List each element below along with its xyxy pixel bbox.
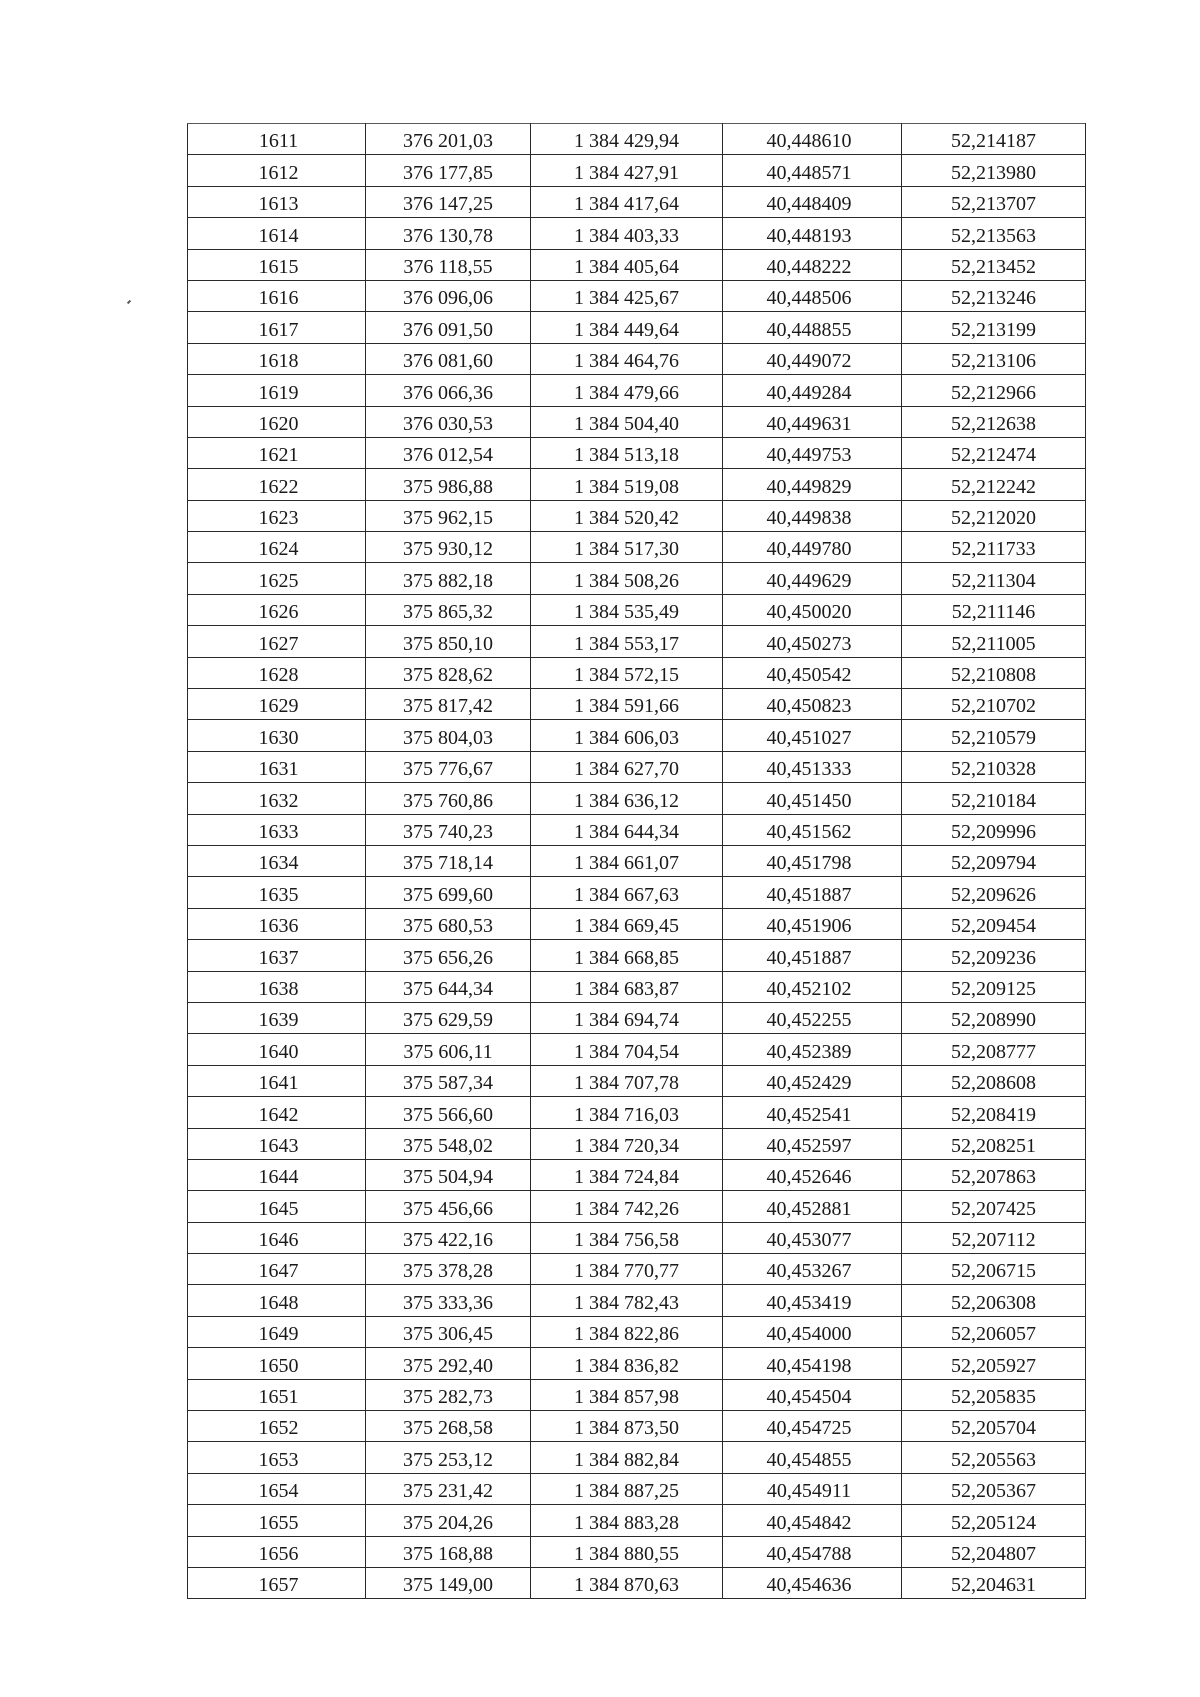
point-number-cell: 1615 [188,249,366,280]
latitude-cell: 40,452389 [723,1034,902,1065]
y-coordinate-cell: 1 384 870,63 [531,1567,723,1598]
x-coordinate-cell: 376 177,85 [366,155,531,186]
longitude-cell: 52,207863 [902,1159,1086,1190]
y-coordinate-cell: 1 384 720,34 [531,1128,723,1159]
latitude-cell: 40,448610 [723,124,902,155]
point-number-cell: 1637 [188,940,366,971]
table-row [188,1034,1086,1065]
latitude-cell: 40,452255 [723,1002,902,1033]
longitude-cell: 52,211146 [902,594,1086,625]
y-coordinate-cell: 1 384 636,12 [531,783,723,814]
x-coordinate-cell: 375 282,73 [366,1379,531,1410]
longitude-cell: 52,212020 [902,500,1086,531]
latitude-cell: 40,454636 [723,1567,902,1598]
longitude-cell: 52,213563 [902,218,1086,249]
longitude-cell: 52,211733 [902,532,1086,563]
y-coordinate-cell: 1 384 770,77 [531,1254,723,1285]
longitude-cell: 52,206057 [902,1316,1086,1347]
point-number-cell: 1656 [188,1536,366,1567]
latitude-cell: 40,449629 [723,563,902,594]
y-coordinate-cell: 1 384 504,40 [531,406,723,437]
point-number-cell: 1646 [188,1222,366,1253]
table-row [188,1411,1086,1442]
point-number-cell: 1652 [188,1411,366,1442]
latitude-cell: 40,448571 [723,155,902,186]
table-row [188,751,1086,782]
table-row [188,437,1086,468]
x-coordinate-cell: 375 306,45 [366,1316,531,1347]
latitude-cell: 40,451887 [723,877,902,908]
latitude-cell: 40,448409 [723,186,902,217]
longitude-cell: 52,206715 [902,1254,1086,1285]
latitude-cell: 40,454842 [723,1505,902,1536]
table-row [188,124,1086,155]
point-number-cell: 1638 [188,971,366,1002]
latitude-cell: 40,454788 [723,1536,902,1567]
y-coordinate-cell: 1 384 425,67 [531,280,723,311]
point-number-cell: 1614 [188,218,366,249]
point-number-cell: 1633 [188,814,366,845]
point-number-cell: 1644 [188,1159,366,1190]
x-coordinate-cell: 375 606,11 [366,1034,531,1065]
table-row [188,814,1086,845]
longitude-cell: 52,213707 [902,186,1086,217]
table-row [188,563,1086,594]
y-coordinate-cell: 1 384 405,64 [531,249,723,280]
table-row [188,1505,1086,1536]
table-row [188,626,1086,657]
point-number-cell: 1624 [188,532,366,563]
y-coordinate-cell: 1 384 887,25 [531,1473,723,1504]
x-coordinate-cell: 375 656,26 [366,940,531,971]
latitude-cell: 40,454000 [723,1316,902,1347]
latitude-cell: 40,451562 [723,814,902,845]
x-coordinate-cell: 375 644,34 [366,971,531,1002]
x-coordinate-cell: 375 422,16 [366,1222,531,1253]
table-row [188,877,1086,908]
table-row [188,720,1086,751]
y-coordinate-cell: 1 384 857,98 [531,1379,723,1410]
x-coordinate-cell: 375 828,62 [366,657,531,688]
point-number-cell: 1653 [188,1442,366,1473]
point-number-cell: 1632 [188,783,366,814]
y-coordinate-cell: 1 384 627,70 [531,751,723,782]
x-coordinate-cell: 375 629,59 [366,1002,531,1033]
point-number-cell: 1613 [188,186,366,217]
longitude-cell: 52,212638 [902,406,1086,437]
latitude-cell: 40,454855 [723,1442,902,1473]
point-number-cell: 1619 [188,375,366,406]
x-coordinate-cell: 376 091,50 [366,312,531,343]
x-coordinate-cell: 375 378,28 [366,1254,531,1285]
table-row [188,375,1086,406]
latitude-cell: 40,454911 [723,1473,902,1504]
point-number-cell: 1654 [188,1473,366,1504]
point-number-cell: 1621 [188,437,366,468]
longitude-cell: 52,204807 [902,1536,1086,1567]
x-coordinate-cell: 375 268,58 [366,1411,531,1442]
latitude-cell: 40,451450 [723,783,902,814]
table-row [188,280,1086,311]
y-coordinate-cell: 1 384 591,66 [531,689,723,720]
x-coordinate-cell: 375 253,12 [366,1442,531,1473]
x-coordinate-cell: 376 012,54 [366,437,531,468]
point-number-cell: 1625 [188,563,366,594]
latitude-cell: 40,451906 [723,908,902,939]
y-coordinate-cell: 1 384 873,50 [531,1411,723,1442]
longitude-cell: 52,214187 [902,124,1086,155]
longitude-cell: 52,205927 [902,1348,1086,1379]
longitude-cell: 52,213106 [902,343,1086,374]
x-coordinate-cell: 376 030,53 [366,406,531,437]
point-number-cell: 1622 [188,469,366,500]
longitude-cell: 52,208251 [902,1128,1086,1159]
y-coordinate-cell: 1 384 756,58 [531,1222,723,1253]
x-coordinate-cell: 375 850,10 [366,626,531,657]
latitude-cell: 40,450273 [723,626,902,657]
x-coordinate-cell: 375 587,34 [366,1065,531,1096]
y-coordinate-cell: 1 384 724,84 [531,1159,723,1190]
table-row [188,594,1086,625]
y-coordinate-cell: 1 384 882,84 [531,1442,723,1473]
x-coordinate-cell: 375 760,86 [366,783,531,814]
longitude-cell: 52,208990 [902,1002,1086,1033]
table-row [188,1285,1086,1316]
x-coordinate-cell: 375 699,60 [366,877,531,908]
x-coordinate-cell: 375 930,12 [366,532,531,563]
longitude-cell: 52,209794 [902,845,1086,876]
table-row [188,249,1086,280]
latitude-cell: 40,449072 [723,343,902,374]
latitude-cell: 40,452597 [723,1128,902,1159]
latitude-cell: 40,449284 [723,375,902,406]
longitude-cell: 52,209996 [902,814,1086,845]
y-coordinate-cell: 1 384 508,26 [531,563,723,594]
y-coordinate-cell: 1 384 742,26 [531,1191,723,1222]
x-coordinate-cell: 375 204,26 [366,1505,531,1536]
table-row [188,1065,1086,1096]
y-coordinate-cell: 1 384 427,91 [531,155,723,186]
table-row [188,689,1086,720]
table-row [188,1097,1086,1128]
y-coordinate-cell: 1 384 822,86 [531,1316,723,1347]
y-coordinate-cell: 1 384 479,66 [531,375,723,406]
y-coordinate-cell: 1 384 782,43 [531,1285,723,1316]
table-row [188,1348,1086,1379]
y-coordinate-cell: 1 384 880,55 [531,1536,723,1567]
x-coordinate-cell: 375 504,94 [366,1159,531,1190]
point-number-cell: 1650 [188,1348,366,1379]
table-row [188,1473,1086,1504]
longitude-cell: 52,210808 [902,657,1086,688]
latitude-cell: 40,453077 [723,1222,902,1253]
x-coordinate-cell: 375 168,88 [366,1536,531,1567]
y-coordinate-cell: 1 384 520,42 [531,500,723,531]
x-coordinate-cell: 375 292,40 [366,1348,531,1379]
y-coordinate-cell: 1 384 535,49 [531,594,723,625]
longitude-cell: 52,211005 [902,626,1086,657]
x-coordinate-cell: 375 718,14 [366,845,531,876]
x-coordinate-cell: 375 333,36 [366,1285,531,1316]
point-number-cell: 1634 [188,845,366,876]
point-number-cell: 1641 [188,1065,366,1096]
longitude-cell: 52,207112 [902,1222,1086,1253]
longitude-cell: 52,210184 [902,783,1086,814]
y-coordinate-cell: 1 384 883,28 [531,1505,723,1536]
y-coordinate-cell: 1 384 704,54 [531,1034,723,1065]
table-row [188,1159,1086,1190]
y-coordinate-cell: 1 384 517,30 [531,532,723,563]
table-row [188,845,1086,876]
longitude-cell: 52,208608 [902,1065,1086,1096]
coordinates-table-body [188,124,1086,1599]
y-coordinate-cell: 1 384 464,76 [531,343,723,374]
point-number-cell: 1627 [188,626,366,657]
x-coordinate-cell: 375 680,53 [366,908,531,939]
longitude-cell: 52,210579 [902,720,1086,751]
x-coordinate-cell: 376 130,78 [366,218,531,249]
longitude-cell: 52,210328 [902,751,1086,782]
point-number-cell: 1630 [188,720,366,751]
latitude-cell: 40,449780 [723,532,902,563]
point-number-cell: 1657 [188,1567,366,1598]
latitude-cell: 40,450823 [723,689,902,720]
latitude-cell: 40,452646 [723,1159,902,1190]
point-number-cell: 1611 [188,124,366,155]
point-number-cell: 1612 [188,155,366,186]
point-number-cell: 1648 [188,1285,366,1316]
coordinates-table [187,123,1086,1599]
latitude-cell: 40,448193 [723,218,902,249]
y-coordinate-cell: 1 384 668,85 [531,940,723,971]
y-coordinate-cell: 1 384 403,33 [531,218,723,249]
table-row [188,155,1086,186]
latitude-cell: 40,449838 [723,500,902,531]
table-row [188,312,1086,343]
latitude-cell: 40,449631 [723,406,902,437]
point-number-cell: 1647 [188,1254,366,1285]
point-number-cell: 1640 [188,1034,366,1065]
x-coordinate-cell: 375 548,02 [366,1128,531,1159]
y-coordinate-cell: 1 384 429,94 [531,124,723,155]
longitude-cell: 52,209626 [902,877,1086,908]
table-row [188,469,1086,500]
latitude-cell: 40,452541 [723,1097,902,1128]
longitude-cell: 52,213199 [902,312,1086,343]
table-row [188,1442,1086,1473]
y-coordinate-cell: 1 384 716,03 [531,1097,723,1128]
x-coordinate-cell: 376 066,36 [366,375,531,406]
x-coordinate-cell: 375 804,03 [366,720,531,751]
table-row [188,657,1086,688]
longitude-cell: 52,213452 [902,249,1086,280]
x-coordinate-cell: 376 096,06 [366,280,531,311]
stray-pen-mark [127,300,131,304]
latitude-cell: 40,450020 [723,594,902,625]
latitude-cell: 40,448222 [723,249,902,280]
x-coordinate-cell: 376 081,60 [366,343,531,374]
y-coordinate-cell: 1 384 707,78 [531,1065,723,1096]
y-coordinate-cell: 1 384 572,15 [531,657,723,688]
longitude-cell: 52,206308 [902,1285,1086,1316]
table-row [188,218,1086,249]
x-coordinate-cell: 375 740,23 [366,814,531,845]
longitude-cell: 52,208777 [902,1034,1086,1065]
latitude-cell: 40,452429 [723,1065,902,1096]
y-coordinate-cell: 1 384 417,64 [531,186,723,217]
table-row [188,1254,1086,1285]
latitude-cell: 40,454504 [723,1379,902,1410]
x-coordinate-cell: 375 456,66 [366,1191,531,1222]
latitude-cell: 40,452881 [723,1191,902,1222]
point-number-cell: 1620 [188,406,366,437]
x-coordinate-cell: 375 231,42 [366,1473,531,1504]
longitude-cell: 52,212474 [902,437,1086,468]
latitude-cell: 40,449829 [723,469,902,500]
longitude-cell: 52,212242 [902,469,1086,500]
y-coordinate-cell: 1 384 513,18 [531,437,723,468]
latitude-cell: 40,451027 [723,720,902,751]
longitude-cell: 52,213980 [902,155,1086,186]
table-row [188,500,1086,531]
point-number-cell: 1628 [188,657,366,688]
longitude-cell: 52,209454 [902,908,1086,939]
latitude-cell: 40,448855 [723,312,902,343]
latitude-cell: 40,449753 [723,437,902,468]
point-number-cell: 1616 [188,280,366,311]
x-coordinate-cell: 376 201,03 [366,124,531,155]
latitude-cell: 40,454725 [723,1411,902,1442]
table-row [188,783,1086,814]
x-coordinate-cell: 375 882,18 [366,563,531,594]
point-number-cell: 1639 [188,1002,366,1033]
y-coordinate-cell: 1 384 694,74 [531,1002,723,1033]
point-number-cell: 1643 [188,1128,366,1159]
point-number-cell: 1618 [188,343,366,374]
table-row [188,1536,1086,1567]
x-coordinate-cell: 376 118,55 [366,249,531,280]
point-number-cell: 1631 [188,751,366,782]
point-number-cell: 1635 [188,877,366,908]
table-row [188,971,1086,1002]
longitude-cell: 52,212966 [902,375,1086,406]
table-row [188,1567,1086,1598]
table-row [188,186,1086,217]
table-row [188,1222,1086,1253]
y-coordinate-cell: 1 384 661,07 [531,845,723,876]
longitude-cell: 52,207425 [902,1191,1086,1222]
point-number-cell: 1649 [188,1316,366,1347]
latitude-cell: 40,453419 [723,1285,902,1316]
y-coordinate-cell: 1 384 669,45 [531,908,723,939]
longitude-cell: 52,209125 [902,971,1086,1002]
latitude-cell: 40,451887 [723,940,902,971]
point-number-cell: 1655 [188,1505,366,1536]
y-coordinate-cell: 1 384 644,34 [531,814,723,845]
latitude-cell: 40,448506 [723,280,902,311]
longitude-cell: 52,205835 [902,1379,1086,1410]
y-coordinate-cell: 1 384 836,82 [531,1348,723,1379]
latitude-cell: 40,453267 [723,1254,902,1285]
table-row [188,1379,1086,1410]
longitude-cell: 52,205704 [902,1411,1086,1442]
longitude-cell: 52,213246 [902,280,1086,311]
latitude-cell: 40,454198 [723,1348,902,1379]
table-row [188,1316,1086,1347]
longitude-cell: 52,211304 [902,563,1086,594]
x-coordinate-cell: 375 962,15 [366,500,531,531]
x-coordinate-cell: 375 566,60 [366,1097,531,1128]
y-coordinate-cell: 1 384 667,63 [531,877,723,908]
latitude-cell: 40,451798 [723,845,902,876]
longitude-cell: 52,205367 [902,1473,1086,1504]
longitude-cell: 52,209236 [902,940,1086,971]
point-number-cell: 1626 [188,594,366,625]
point-number-cell: 1629 [188,689,366,720]
longitude-cell: 52,205563 [902,1442,1086,1473]
y-coordinate-cell: 1 384 683,87 [531,971,723,1002]
latitude-cell: 40,450542 [723,657,902,688]
table-row [188,343,1086,374]
latitude-cell: 40,451333 [723,751,902,782]
x-coordinate-cell: 375 865,32 [366,594,531,625]
point-number-cell: 1642 [188,1097,366,1128]
point-number-cell: 1623 [188,500,366,531]
x-coordinate-cell: 375 986,88 [366,469,531,500]
x-coordinate-cell: 376 147,25 [366,186,531,217]
point-number-cell: 1636 [188,908,366,939]
longitude-cell: 52,208419 [902,1097,1086,1128]
y-coordinate-cell: 1 384 553,17 [531,626,723,657]
longitude-cell: 52,205124 [902,1505,1086,1536]
table-row [188,1002,1086,1033]
y-coordinate-cell: 1 384 606,03 [531,720,723,751]
y-coordinate-cell: 1 384 449,64 [531,312,723,343]
longitude-cell: 52,210702 [902,689,1086,720]
point-number-cell: 1617 [188,312,366,343]
table-row [188,1191,1086,1222]
x-coordinate-cell: 375 817,42 [366,689,531,720]
table-row [188,908,1086,939]
table-row [188,532,1086,563]
point-number-cell: 1645 [188,1191,366,1222]
table-row [188,1128,1086,1159]
point-number-cell: 1651 [188,1379,366,1410]
longitude-cell: 52,204631 [902,1567,1086,1598]
x-coordinate-cell: 375 776,67 [366,751,531,782]
table-row [188,406,1086,437]
latitude-cell: 40,452102 [723,971,902,1002]
table-row [188,940,1086,971]
y-coordinate-cell: 1 384 519,08 [531,469,723,500]
x-coordinate-cell: 375 149,00 [366,1567,531,1598]
